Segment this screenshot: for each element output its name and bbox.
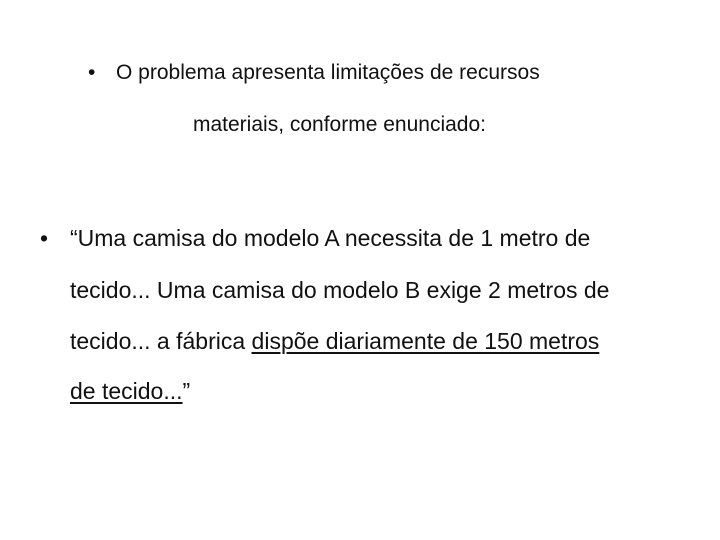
bullet-2-line-2: tecido... Uma camisa do modelo B exige 2 metros de (70, 277, 610, 303)
bullet-1-marker: • (88, 61, 96, 84)
bullet-2-line-3-plain: tecido... a fábrica (70, 328, 252, 354)
bullet-2-line-4-plain: ” (182, 378, 191, 404)
bullet-1-line-1: O problema apresenta limitações de recursos (116, 61, 540, 84)
bullet-1-line-2: materiais, conforme enunciado: (193, 113, 486, 136)
bullet-2-marker: • (40, 225, 49, 251)
bullet-2-line-3 (70, 330, 599, 353)
bullet-2-line-1: “Uma camisa do modelo A necessita de 1 metro de (70, 225, 591, 251)
bullet-2-line-3-underlined: dispõe diariamente de 150 metros (251, 328, 600, 354)
bullet-2-line-4-underlined: de tecido... (70, 378, 183, 404)
bullet-2-line-4 (70, 380, 190, 403)
